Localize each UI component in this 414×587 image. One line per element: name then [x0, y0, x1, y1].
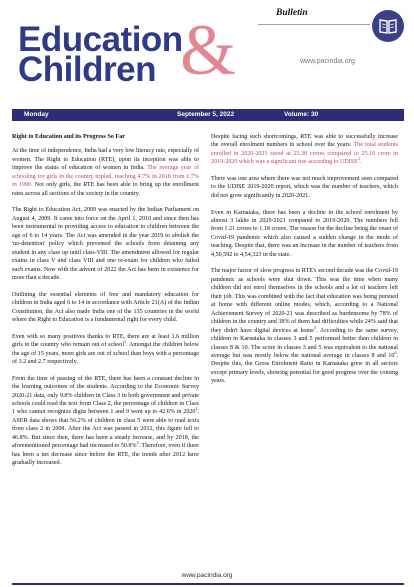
paragraph-4: Even with so many positives thanks to RTE, there are at least 1.6 million girls in the country who remain out of school$^1$. Amongst the children below the age of 15 years, more girls are out of school than boys with a percentage of 3.2 and 2.7 respectively.: [12, 333, 199, 365]
issue-volume: Volume: 30: [284, 111, 319, 118]
info-bar: [12, 109, 404, 121]
masthead-title-line1: Education: [18, 20, 183, 59]
highlight-text: The average year of schooling for girls in the country tripled, reaching 4.7% in 2018 from 1.7% in 1990.: [12, 165, 199, 189]
paragraph-9: The major factor of slow progress in RTE's second decade was the Covid-19 pandemic as schools were shut down. This was the time when many children did not enrol themselves in the schools and a lot of teachers left their job. This was combined with the fact that education was being pursued at home with different online modes, which, according to a National Achievement Survey of 2020-21 was described as burdensome by 78% of children in the country and 38% of them had difficulties while 24% said that they didn't have digital devices at home$^5$. According to the same survey, children in Karnataka in classes 3 and 5 performed better than children in classes 8 & 10. The score in classes 3 and 5 was equivalent to the national average but was mostly below the national average in classes 8 and $10^6$. Despite this, the Gross Enrolment Ratio in Karnataka grew in all sectors except primary levels, showing potential for good progress over the coming years.: [211, 268, 398, 385]
issue-day: Monday: [24, 111, 49, 118]
footnote-ref: 3: [136, 440, 139, 446]
article-column-right: [211, 133, 398, 394]
footer: [0, 568, 414, 587]
book-icon: [372, 10, 404, 42]
masthead-site: www.pacindia.org: [300, 58, 355, 65]
paragraph-5: From the time of passing of the RTE, there has been a constant decline in the learning outcomes of the students. According to the Economic Survey 2020-21 data, only 9.8% children in Class 3 in both government and private schools could read the text from Class 2, the percentage of children in Class 1 who cannot recognize digits between 1 and 9 went up to 42.6% in 2020$^2$. ASER data shows that 56.2% of children in class 5 were able to read texts from class 2 in 2008. After the Act was passed in 2012, this figure fell to 46.8%. But since then, there has been a steady increase, and by 2018, the aforementioned percentage had increased to 50.8%$^3$. Therefore, even if there has been a net decrease since before the RTE, the trends after 2012 have gradually increased.: [12, 375, 200, 467]
footnote-ref: 4: [357, 156, 360, 162]
footnote-ref: 1: [124, 339, 127, 345]
footnote-ref: 5: [314, 324, 316, 330]
paragraph-2: The Right to Education Act, 2009 was enacted by the Indian Parliament on August 4, 2009. It came into force on the April 1, 2010 and since then has been instrumental in providing access to education to children between the age of 6 to 14 years. The Act was amended in the year 2019 to abolish the 'no-detention' policy which prevented the schools from detaining any student in any class up until class-VIII. The amendment allowed for regular exams in class V and class VIII and one re-exam for children who failed such exams. Now with the advent of 2022 the Act has been in existence for more than a decade.: [12, 207, 199, 281]
footnote-ref: 6: [394, 349, 397, 355]
paragraph-6: Despite facing such shortcomings, RTE was able to successfully increase the overall enrolment numbers in school over the years. The total students enrolled in 2020-2021 stood at 25.38 crores compared to 25.10 crore in 2019-2020 which was a significant rise according to UDISE$^4$.: [211, 134, 398, 166]
article-heading: Right to Education and its Progress So Far: [12, 133, 126, 140]
highlight-text: The total students enrolled in 2020-2021 stood at 25.38 crores compared to 25.10 crore in 2019-2020 which was a significant rise according to UDISE: [211, 142, 398, 166]
footer-rule: [12, 583, 404, 585]
paragraph-3: Outlining the essential elements of free and mandatory education for children in India aged 6 to 14 in accordance with Article 21(A) of the Indian Constitution, the Act also made India one of the 135 countries in the world where the Right to Education is a fundamental right for every child.: [12, 291, 199, 323]
paragraph-7: There was one area where there was not much improvement seen compared to the UDISE 2019-2020 report, which was the number of teachers, which did not grow significantly in 2020-2021.: [211, 176, 398, 199]
masthead: [0, 0, 414, 110]
footer-site-link[interactable]: www.pacindia.org: [181, 572, 233, 579]
article-column-left: [12, 133, 199, 476]
masthead-rule: [258, 24, 370, 25]
ampersand-logo: &: [180, 10, 237, 90]
paragraph-1: At the time of independence, India had a very low literacy rate, especially of women. The Right to Education (RTE), upon its inception was able to improve the status of education of women in India. The average year of schooling for girls in the country tripled, reaching 4.7% in 2018 from 1.7% in 1990. Not only girls, the RTE has been able to bring up the enrollment rates across all sections of the society in the country.: [12, 148, 199, 197]
paragraph-8: Even in Karnataka, there has been a decline in the school enrolment by almost 3 lakhs in 2020-2021 compared to 2019-2020. The numbers fell from 1.21 crores to 1.18 crores. The reason for the decline being the onset of Covid-19 pandemic which also caused a sudden change in the mode of teaching. Despite that, there was an increase in the number of teachers from 4,50,592 to 4,54,323 in the state.: [211, 209, 398, 258]
footnote-ref: 2: [195, 406, 198, 412]
issue-date: September 5, 2022: [177, 111, 235, 118]
masthead-title-line2: Children: [18, 50, 156, 89]
bulletin-label: Bulletin: [276, 8, 308, 18]
